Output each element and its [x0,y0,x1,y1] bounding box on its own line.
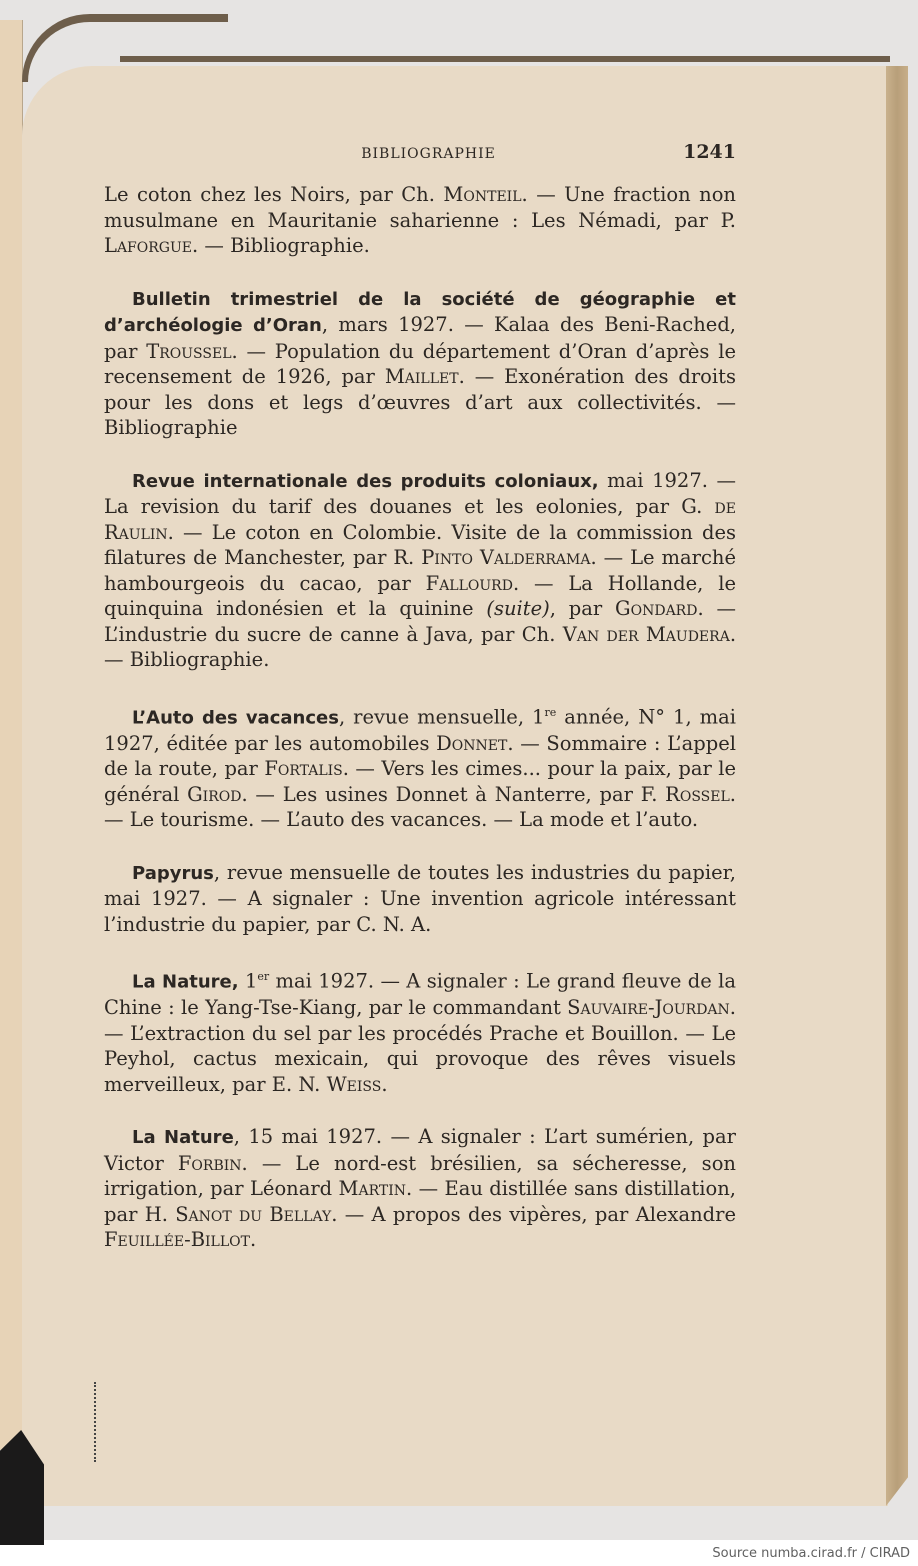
author-name: Pinto Valderrama [421,546,591,569]
author-name: Laforgue [104,234,192,257]
page-number: 1241 [683,141,736,163]
right-page-edges [886,66,908,1506]
running-title: BIBLIOGRAPHIE [361,146,496,162]
superscript: er [257,970,270,983]
entry-title: Bulletin trimestriel de la société de géographie et d’archéologie d’Oran [104,288,736,336]
author-name: Forbin [177,1151,242,1175]
entry-text: . — L’extraction du sel par les procédés Prache et Bouillon. — Le Peyhol, cactus mexicain, qui provoque des rêves visuels merveilleux, par E. N. [104,996,736,1096]
running-header [104,140,736,170]
entry-text: . — Bibliographie. [104,622,737,671]
entry-text: . — Les usines Donnet à Nanterre, par F. [241,782,666,806]
superscript: re [544,705,557,719]
author-name: Girod [187,782,242,806]
author-name: Weiss [326,1072,382,1096]
entry-continuation [104,182,736,259]
author-name: Donnet [436,731,508,755]
entry-title: L’Auto des vacances [132,707,339,728]
entry-text: mai 1927. — La revision du tarif des douanes et les eolonies, par G. [104,468,736,518]
entry-auto-des-vacances [104,700,736,833]
entry-text: . — Le marché hambourgeois du cacao, par [104,546,736,595]
entry-text: , revue mensuelle de toutes les industries du papier, mai 1927. — A signaler : Une invention agricole intéressant l’industrie du papier, par C. N. A. [104,860,736,936]
entry-papyrus [104,860,736,938]
entry-text: . [381,1072,388,1096]
entry-text: . — Exonération des droits pour les dons et legs d’œuvres d’art aux collectivités. — Bibliographie [104,365,736,439]
entry-bulletin-oran [104,286,736,441]
entry-text: . — Sommaire : L’appel de la route, par [104,731,736,780]
entry-text: . — La Hollande, le quinquina indonésien et la quinine [104,571,736,620]
author-name: Fallourd [425,571,513,595]
entry-title: Papyrus [132,862,214,884]
author-name: Fortalis [264,757,343,780]
entry-text: , par [549,597,616,620]
entry-text: . — Bibliographie. [192,234,370,257]
entry-revue-produits-coloniaux [104,468,736,673]
entry-text: , 15 mai 1927. — A signaler : L’art sumérien, par Victor [104,1125,736,1175]
entry-text: . — Vers les cimes... pour la paix, par le général [104,757,736,806]
entry-title: Revue internationale des produits coloniaux, [132,470,599,492]
entry-text: . — L’industrie du sucre de canne à Java, par Ch. [104,597,736,646]
page-content [104,140,736,1280]
author-name: Feuillée-Billot [104,1228,250,1251]
source-credit: Source numba.cirad.fr / CIRAD [712,1546,910,1561]
author-name: Sauvaire-Jourdan [567,996,730,1019]
author-name: Martin [338,1177,407,1200]
entry-text: , revue mensuelle, 1 [338,705,545,728]
author-name: Maillet [384,365,459,388]
entry-text: . — Le nord-est brésilien, sa sécheresse, son irrigation, par Léonard [104,1151,736,1200]
entry-text-italic: (suite) [486,597,550,620]
entry-text: , mars 1927. — Kalaa des Beni-Rached, par [104,313,737,363]
author-name: Gondard [615,597,698,620]
author-name: Sanot du Bellay [175,1202,332,1226]
left-page-edge [0,20,23,1450]
entry-text: . — Population du département d’Oran d’après le recensement de 1926, par [104,339,736,388]
page-top-shadow [120,56,890,72]
entry-text: 1 [238,969,258,993]
entry-title: La Nature, [132,971,239,993]
entry-la-nature-15-mai [104,1124,736,1253]
author-name: Van der Maudera [562,622,730,646]
author-name: Troussel [146,339,232,363]
margin-marks [94,1382,110,1462]
entry-text: Le coton chez les Noirs, par Ch. [104,183,444,206]
entry-text: . [249,1228,257,1251]
entry-la-nature-1er-mai [104,964,736,1097]
entry-text: . — Le coton en Colombie. Visite de la commission des filatures de Manchester, par R. [104,520,736,569]
entry-text: mai 1927. — A signaler : Le grand fleuve de la Chine : le Yang-Tse-Kiang, par le commandant [104,969,737,1019]
entry-text: . — A propos des vipères, par Alexandre [331,1202,736,1226]
author-name: de Raulin [104,495,736,544]
author-name: Rossel [665,782,730,806]
entry-text: . — Eau distillée sans distillation, par H. [104,1177,736,1226]
entry-title: La Nature [132,1127,234,1148]
entry-text: . — Le tourisme. — L’auto des vacances. — La mode et l’auto. [104,782,736,831]
entry-text: . — Une fraction non musulmane en Mauritanie saharienne : Les Némadi, par P. [104,183,736,232]
author-name: Monteil [443,183,522,206]
entry-text: année, N° 1, mai 1927, éditée par les automobiles [104,705,737,755]
